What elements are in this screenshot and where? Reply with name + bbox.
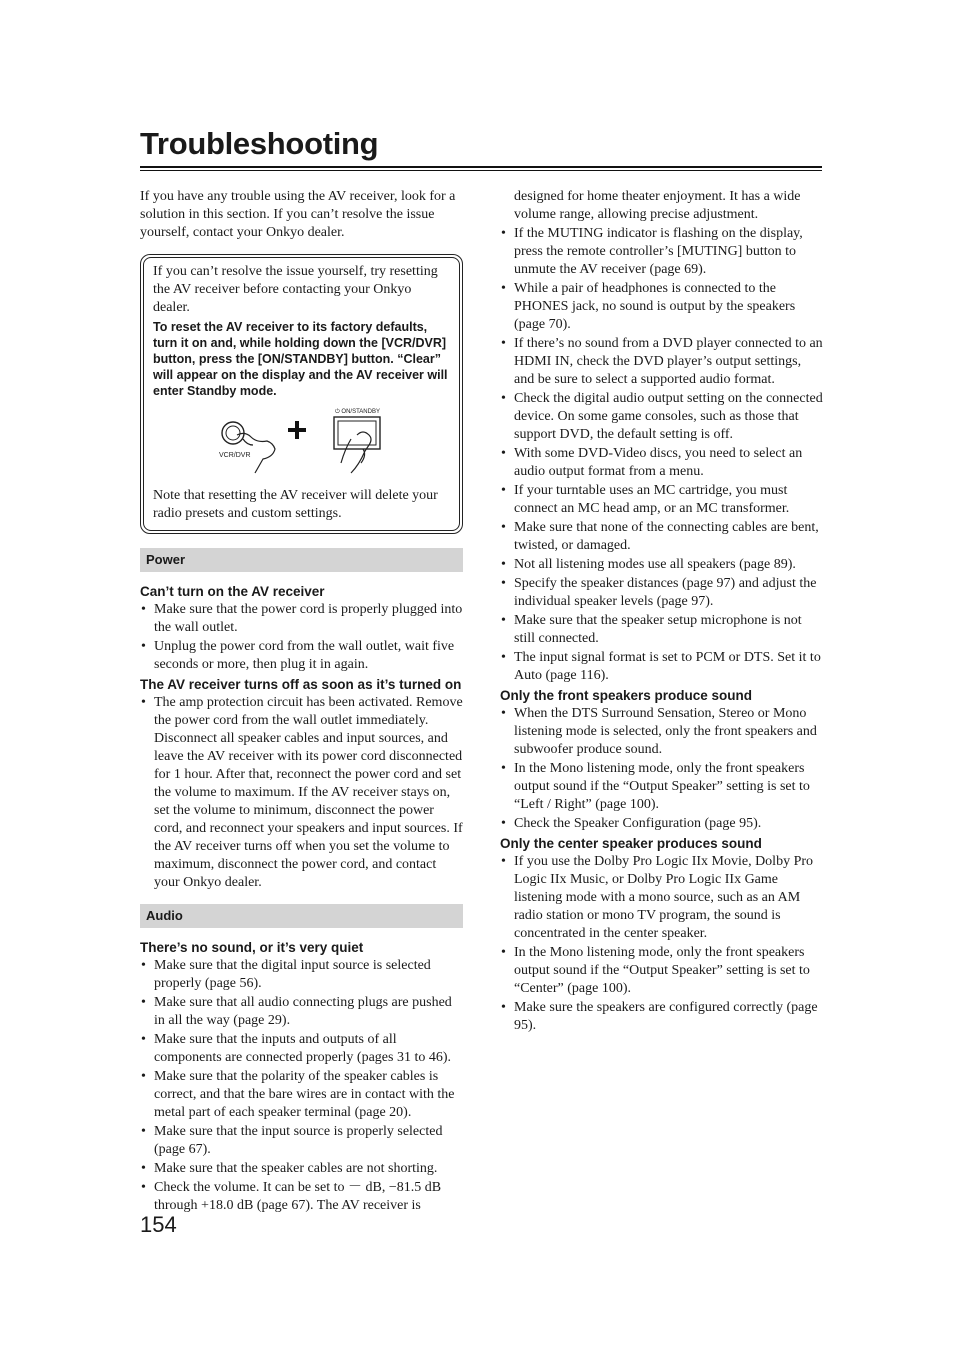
list-item: • In the Mono listening mode, only the front speakers output sound if the “Output Speaker” setting is set to “Center” (page 100). [500,944,823,998]
list-item: • Not all listening modes use all speakers (page 89). [500,556,823,574]
note-warning-text: Note that resetting the AV receiver will delete your radio presets and custom settings. [153,488,438,521]
vcr-dvr-label: VCR/DVR [218,452,251,459]
audio-list-3 [500,853,823,1035]
reset-illustration-svg [207,405,397,485]
audio-list-1 [140,957,463,1215]
list-item: • If your turntable uses an MC cartridge, you must connect an MC head amp, or an MC transformer. [500,482,823,518]
list-item: • If there’s no sound from a DVD player connected to an HDMI IN, check the DVD player’s output settings, and be sure to select a supported audio format. [500,335,823,389]
section-power: Power [140,548,463,572]
page-title: Troubleshooting [140,126,379,161]
audio-list-1-continued [500,188,823,685]
list-item: • Make sure that the speaker cables are not shorting. [140,1160,463,1178]
list-item: • While a pair of headphones is connected to the PHONES jack, no sound is output by the speakers (page 70). [500,280,823,334]
power-list-2 [140,694,463,892]
list-item: • The input signal format is set to PCM or DTS. Set it to Auto (page 116). [500,649,823,685]
reset-illustration [153,405,450,485]
list-item: • If you use the Dolby Pro Logic IIx Movie, Dolby Pro Logic IIx Music, or Dolby Pro Logic IIx Game listening mode with a mono source, such as an AM radio station or mono TV program, the sound is concentrated in the center speaker. [500,853,823,943]
audio-list-2 [500,705,823,833]
list-item: • Make sure that the digital input source is selected properly (page 56). [140,957,463,993]
list-item: • If the MUTING indicator is flashing on the display, press the remote controller’s [MUTING] button to unmute the AV receiver (page 69). [500,225,823,279]
list-item: • When the DTS Surround Sensation, Stereo or Mono listening mode is selected, only the front speakers and subwoofer produce sound. [500,705,823,759]
list-item-continuation: designed for home theater enjoyment. It has a wide volume range, allowing precise adjustment. [514,189,801,222]
right-column [500,188,823,1036]
reset-note-box [140,254,463,534]
list-item: • Make sure that the input source is properly selected (page 67). [140,1123,463,1159]
list-item: • Make sure the speakers are configured correctly (page 95). [500,999,823,1035]
plus-icon [288,421,306,439]
list-item: • With some DVD-Video discs, you need to select an audio output format from a menu. [500,445,823,481]
list-item: • Check the volume. It can be set to － dB, −81.5 dB through +18.0 dB (page 67). The AV receiver is [140,1179,463,1215]
on-standby-button-icon [334,417,380,473]
subheading-cant-turn-on: Can’t turn on the AV receiver [140,584,325,599]
list-item: • Specify the speaker distances (page 97) and adjust the individual speaker levels (page 97). [500,575,823,611]
page-number: 154 [140,1212,177,1237]
section-audio: Audio [140,904,463,928]
power-list-1 [140,601,463,674]
list-item: • Make sure that the speaker setup microphone is not still connected. [500,612,823,648]
list-item: • The amp protection circuit has been activated. Remove the power cord from the wall outlet immediately. Disconnect all speaker cables and input sources, and leave the AV receiver with its power cord disconnected for 1 hour. After that, reconnect the power cord and set the volume to maximum. If the AV receiver stays on, set the volume to minimum, disconnect the power cord, and reconnect your speakers and input sources. If the AV receiver turns off when you set the volume to maximum, disconnect the power cord, and contact your Onkyo dealer. [140,694,463,892]
subheading-front-only: Only the front speakers produce sound [500,688,753,703]
intro-text: If you have any trouble using the AV receiver, look for a solution in this section. If you can’t resolve the issue yourself, contact your Onkyo dealer. [140,189,456,240]
list-item: • Make sure that the power cord is properly plugged into the wall outlet. [140,601,463,637]
list-item: • Make sure that the inputs and outputs of all components are connected properly (pages 31 to 46). [140,1031,463,1067]
on-standby-label: ⏻ ON/STANDBY [334,409,380,415]
note-reset-instructions: To reset the AV receiver to its factory defaults, turn it on and, while holding down the [VCR/DVR] button, press the [ON/STANDBY] button. “Clear” will appear on the display and the AV receiver will enter Standby mode. [153,320,448,398]
list-item: • Check the digital audio output setting on the connected device. On some game consoles, such as those that support DVD, the default setting is off. [500,390,823,444]
vcr-dvr-button-icon [222,422,275,473]
subheading-turns-off: The AV receiver turns off as soon as it’s turned on [140,677,462,692]
subheading-center-only: Only the center speaker produces sound [500,836,762,851]
list-item: • Make sure that none of the connecting cables are bent, twisted, or damaged. [500,519,823,555]
note-text: If you can’t resolve the issue yourself, try resetting the AV receiver before contacting your Onkyo dealer. [153,264,438,315]
list-item: • Make sure that the polarity of the speaker cables is correct, and that the bare wires are in contact with the metal part of each speaker terminal (page 20). [140,1068,463,1122]
list-item: • Make sure that all audio connecting plugs are pushed in all the way (page 29). [140,994,463,1030]
subheading-no-sound: There’s no sound, or it’s very quiet [140,940,364,955]
title-rule [140,166,822,171]
list-item: • Check the Speaker Configuration (page 95). [500,815,823,833]
list-item: • In the Mono listening mode, only the front speakers output sound if the “Output Speaker” setting is set to “Left / Right” (page 100). [500,760,823,814]
list-item: • Unplug the power cord from the wall outlet, wait five seconds or more, then plug it in again. [140,638,463,674]
left-column [140,188,463,1216]
